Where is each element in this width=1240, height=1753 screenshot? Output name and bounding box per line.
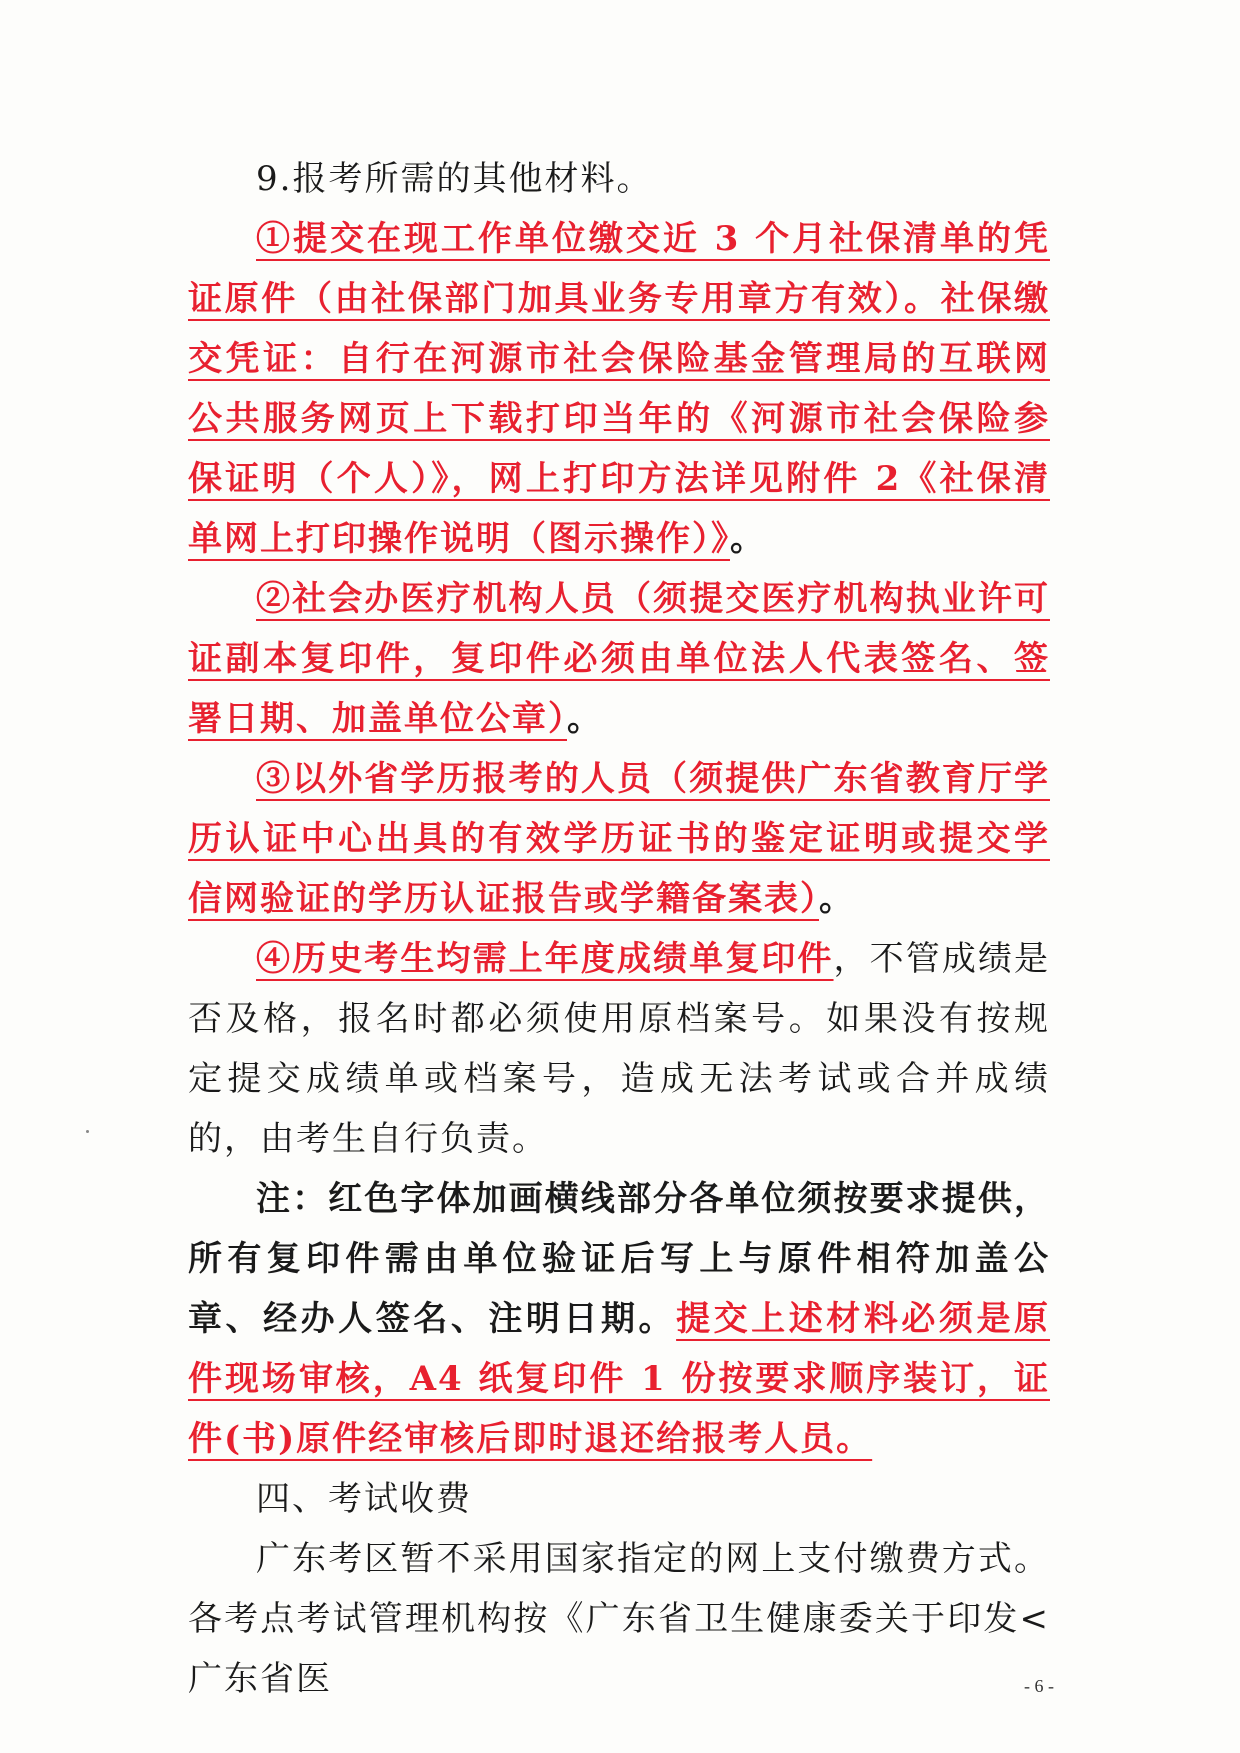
fee-text: 广东考区暂不采用国家指定的网上支付缴费方式。各考点考试管理机构按《广东省卫生健康委关于印发<广东省医 xyxy=(188,1539,1050,1699)
paragraph-note xyxy=(188,1169,1050,1469)
paragraph-social-security xyxy=(188,209,1050,569)
section-4-title: 四、考试收费 xyxy=(256,1479,472,1519)
paragraph-out-of-province xyxy=(188,749,1050,929)
section-4-heading xyxy=(188,1469,1050,1529)
paragraph-historical-candidates xyxy=(188,929,1050,1169)
note-text: 注：红色字体加画横线部分各单位须按要求提供，所有复印件需由单位验证后写上与原件相符加盖公章、经办人签名、注明日期。 xyxy=(188,1179,1050,1339)
note-red-text: 提交上述材料必须是原件现场审核，A4 纸复印件 1 份按要求顺序装订，证件(书)原件经审核后即时退还给报考人员。 xyxy=(188,1299,1051,1459)
out-of-province-requirement: ③以外省学历报考的人员（须提供广东省教育厅学历认证中心出具的有效学历证书的鉴定证明或提交学信网验证的学历认证报告或学籍备案表） xyxy=(188,759,1050,919)
social-security-period: 。 xyxy=(730,519,766,559)
paragraph-private-medical xyxy=(188,569,1050,749)
social-security-requirement: ①提交在现工作单位缴交近 3 个月社保清单的凭证原件（由社保部门加具业务专用章方有效）。社保缴交凭证：自行在河源市社会保险基金管理局的互联网公共服务网页上下载打印当年的《河源市社会保险参保证明（个人）》，网上打印方法详见附件 2《社保清单网上打印操作说明（图示操作）》 xyxy=(188,219,1050,559)
historical-candidates-text: ，不管成绩是否及格，报名时都必须使用原档案号。如果没有按规定提交成绩单或档案号，造成无法考试或合并成绩的，由考生自行负责。 xyxy=(188,939,1051,1159)
historical-candidates-requirement: ④历史考生均需上年度成绩单复印件 xyxy=(256,939,834,979)
private-medical-requirement: ②社会办医疗机构人员（须提交医疗机构执业许可证副本复印件，复印件必须由单位法人代表签名、签署日期、加盖单位公章） xyxy=(188,579,1050,739)
private-medical-period: 。 xyxy=(567,699,603,739)
scan-speck xyxy=(86,1130,89,1133)
paragraph-fee xyxy=(188,1529,1050,1709)
page-content xyxy=(188,150,1050,1709)
item-9-text: 9.报考所需的其他材料。 xyxy=(256,159,653,199)
out-of-province-period: 。 xyxy=(819,879,855,919)
item-9-heading xyxy=(188,150,1050,209)
page-number: - 6 - xyxy=(1024,1676,1054,1696)
